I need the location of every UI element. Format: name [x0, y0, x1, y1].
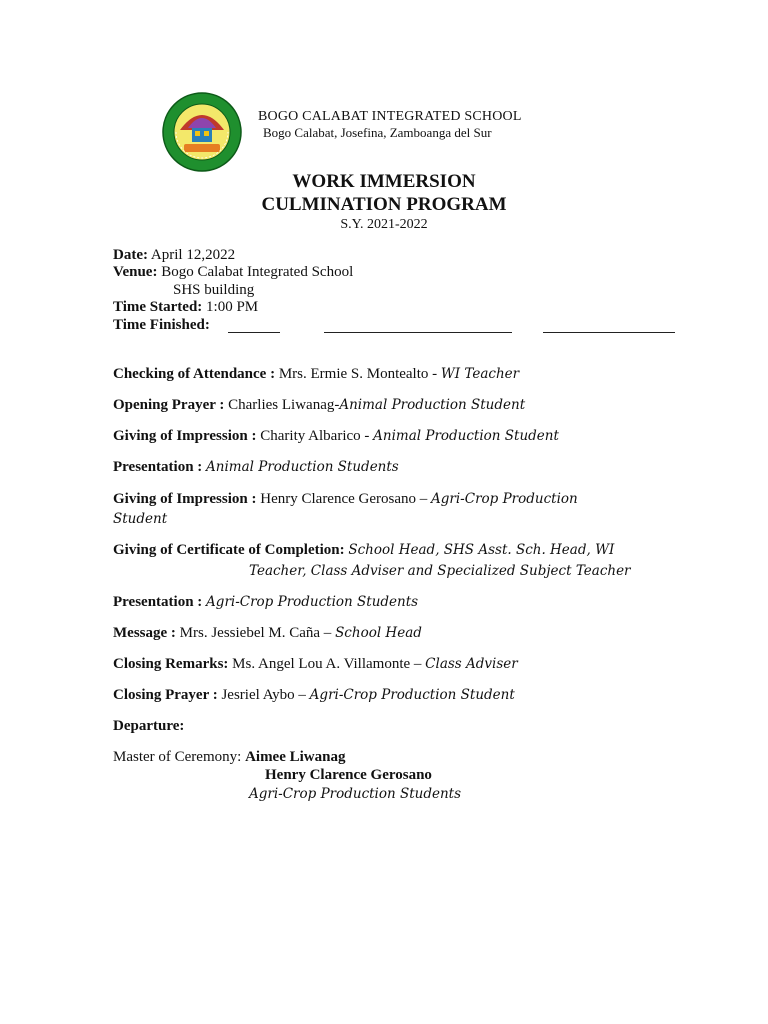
signature-blank-2 [543, 318, 675, 333]
program-item-role: Animal Production Student [339, 397, 526, 413]
program-item-label: Giving of Impression : [113, 428, 257, 444]
mc-role: Agri-Crop Production Students [249, 786, 462, 802]
mc-label: Master of Ceremony: [113, 749, 242, 765]
time-started-line [113, 299, 258, 316]
program-item-name: Jesriel Aybo – [221, 687, 306, 703]
school-address: Bogo Calabat, Josefina, Zamboanga del Sur [263, 125, 492, 140]
program-item-role: Class Adviser [425, 656, 518, 672]
program-item-label: Departure: [113, 718, 185, 734]
document-title-line1: WORK IMMERSION [292, 171, 476, 192]
program-item-label: Closing Prayer : [113, 687, 218, 703]
program-item [113, 397, 525, 414]
signature-blank-1 [324, 318, 512, 333]
program-item-role: School Head, SHS Asst. Sch. Head, WI [348, 542, 615, 558]
time-finished-blank [228, 318, 280, 333]
time-started-label: Time Started: [113, 299, 203, 315]
program-item-name: Mrs. Ermie S. Montealto - [278, 366, 438, 382]
program-item-role: Animal Production Students [206, 459, 399, 475]
program-item-role: WI Teacher [440, 366, 520, 382]
program-item [113, 594, 418, 611]
program-item [113, 542, 614, 559]
program-item-name: Mrs. Jessiebel M. Caña – [179, 625, 332, 641]
program-item-role: School Head [335, 625, 422, 641]
program-item-label: Presentation : [113, 459, 203, 475]
mc-name-2: Henry Clarence Gerosano [265, 767, 432, 783]
program-item [113, 687, 515, 704]
school-name: BOGO CALABAT INTEGRATED SCHOOL [258, 109, 522, 124]
time-started-value: 1:00 PM [206, 299, 259, 315]
program-item-role: Agri-Crop Production Students [206, 594, 419, 610]
program-item [113, 491, 578, 508]
time-finished-line [113, 317, 210, 334]
venue-value-line2: SHS building [173, 282, 255, 298]
program-item [113, 366, 519, 383]
program-item [113, 459, 399, 476]
program-item-label: Giving of Impression : [113, 491, 257, 507]
program-item-label: Opening Prayer : [113, 397, 225, 413]
mc-name-1: Aimee Liwanag [245, 749, 346, 765]
program-item-label: Checking of Attendance : [113, 366, 276, 382]
date-line [113, 247, 235, 264]
program-item-label: Presentation : [113, 594, 203, 610]
program-item-role-continued: Student [113, 511, 168, 527]
document-title-line2: CULMINATION PROGRAM [261, 194, 507, 215]
program-item-role: Agri-Crop Production [431, 491, 578, 507]
program-item-label: Giving of Certificate of Completion: [113, 542, 345, 558]
venue-label: Venue: [113, 264, 158, 280]
date-value: April 12,2022 [150, 247, 236, 263]
program-item-label: Message : [113, 625, 176, 641]
school-logo [162, 92, 242, 172]
venue-value-line1: Bogo Calabat Integrated School [161, 264, 354, 280]
program-item-name: Henry Clarence Gerosano – [260, 491, 428, 507]
program-item [113, 656, 518, 673]
school-year: S.Y. 2021-2022 [340, 217, 428, 232]
venue-line [113, 264, 353, 281]
mc-line [113, 749, 345, 766]
date-label: Date: [113, 247, 148, 263]
program-item-role: Animal Production Student [373, 428, 559, 444]
program-item [113, 625, 422, 642]
program-item-role: Agri-Crop Production Student [309, 687, 515, 703]
program-item-name: Charity Albarico - [260, 428, 370, 444]
time-finished-label: Time Finished: [113, 317, 210, 333]
program-item [113, 718, 184, 735]
program-item-label: Closing Remarks: [113, 656, 229, 672]
program-item-name: Ms. Angel Lou A. Villamonte – [232, 656, 422, 672]
program-item-role-continued: Teacher, Class Adviser and Specialized Subject Teacher [249, 563, 631, 579]
program-item-name: Charlies Liwanag- [228, 397, 340, 413]
program-item [113, 428, 559, 445]
